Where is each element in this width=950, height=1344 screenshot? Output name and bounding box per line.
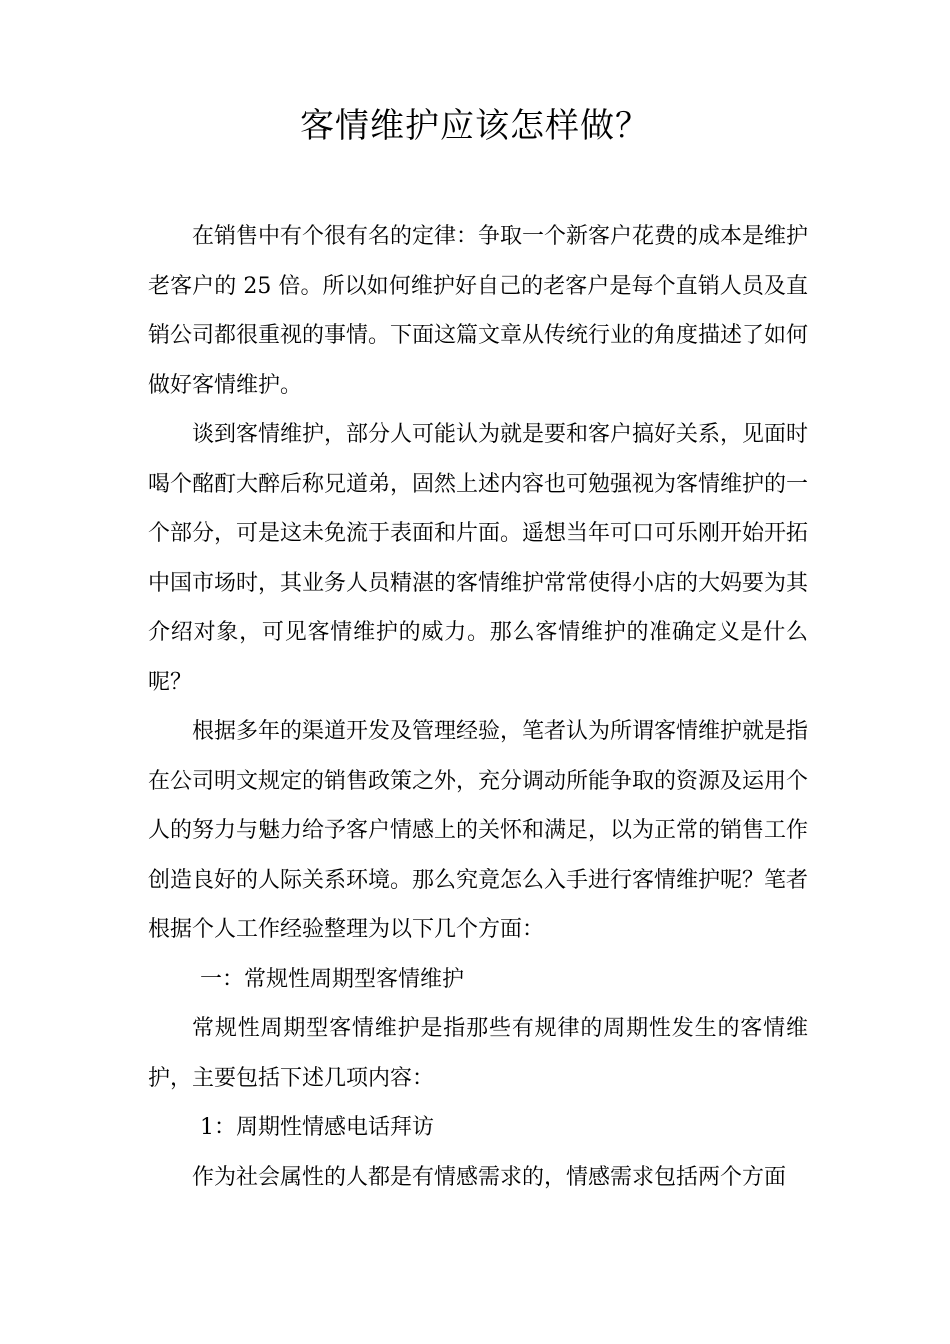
document-body — [148, 212, 808, 1202]
paragraph-intro: 在销售中有个很有名的定律：争取一个新客户花费的成本是维护老客户的 25 倍。所以如何维护好自己的老客户是每个直销人员及直销公司都很重视的事情。下面这篇文章从传统行业的角度描述了如何做好客情维护。 — [148, 224, 809, 398]
paragraph-definition-misconception: 谈到客情维护，部分人可能认为就是要和客户搞好关系，见面时喝个酩酊大醉后称兄道弟，固然上述内容也可勉强视为客情维护的一个部分，可是这未免流于表面和片面。遥想当年可口可乐刚开始开拓中国市场时，其业务人员精湛的客情维护常常使得小店的大妈要为其介绍对象，可见客情维护的威力。那么客情维护的准确定义是什么呢？ — [148, 422, 809, 695]
paragraph-emotional-needs: 作为社会属性的人都是有情感需求的，情感需求包括两个方面 — [192, 1164, 787, 1190]
paragraph-definition: 根据多年的渠道开发及管理经验，笔者认为所谓客情维护就是指在公司明文规定的销售政策之外，充分调动所能争取的资源及运用个人的努力与魅力给予客户情感上的关怀和满足，以为正常的销售工作创造良好的人际关系环境。那么究竟怎么入手进行客情维护呢？笔者根据个人工作经验整理为以下几个方面： — [148, 719, 809, 942]
section-heading-routine-maintenance: 一：常规性周期型客情维护 — [200, 966, 465, 992]
paragraph-routine-maintenance: 常规性周期型客情维护是指那些有规律的周期性发生的客情维护，主要包括下述几项内容： — [148, 1016, 808, 1091]
document-title: 客情维护应该怎样做？ — [300, 106, 650, 146]
subsection-heading-phone-visits: 1：周期性情感电话拜访 — [200, 1115, 434, 1140]
